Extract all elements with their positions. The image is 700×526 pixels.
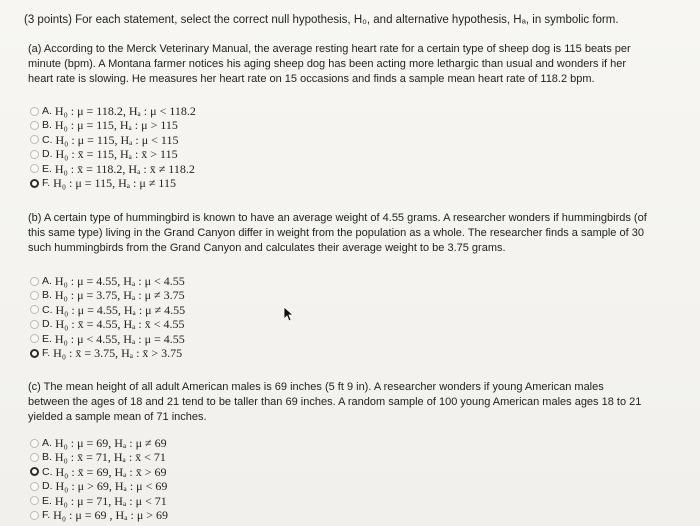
option-c-B[interactable] [30, 450, 168, 464]
radio-button[interactable] [30, 334, 39, 343]
option-math: H₀ : μ = 69 , Hₐ : μ > 69 [53, 507, 169, 522]
option-math: H₀ : μ = 115, Hₐ : μ > 115 [54, 118, 178, 133]
radio-button-selected[interactable] [30, 467, 39, 476]
option-letter: B. [42, 289, 52, 302]
option-a-D[interactable] [30, 147, 196, 161]
option-a-B[interactable] [30, 118, 196, 132]
option-b-C[interactable] [30, 303, 185, 317]
option-math: H₀ : μ = 115, Hₐ : μ < 115 [55, 132, 179, 147]
option-math: H₀ : μ = 71, Hₐ : μ < 71 [54, 493, 167, 508]
option-c-D[interactable] [30, 479, 168, 493]
option-b-E[interactable] [30, 332, 185, 346]
option-math: H₀ : μ < 4.55, Hₐ : μ = 4.55 [54, 331, 185, 346]
option-letter: D. [42, 148, 53, 161]
radio-button[interactable] [30, 320, 39, 329]
option-math: H₀ : μ = 3.75, Hₐ : μ ≠ 3.75 [54, 288, 185, 303]
part-c-text: (c) The mean height of all adult American males is 69 inches (5 ft 9 in). A researcher wonders if young American males between the ages of 18 and 21 tend to be taller than 69 inches. A random sample of 100 young American males ages 18 to 21 yielded a sample mean of 71 inches. [28, 381, 642, 423]
option-math: H₀ : x̄ = 69, Hₐ : x̄ > 69 [55, 464, 167, 479]
part-b-text: (b) A certain type of hummingbird is known to have an average weight of 4.55 grams. A researcher wonders if hummingbirds (of this same type) living in the Grand Canyon differ in weight from the population as a whole. The researcher finds a sample of 30 such hummingbirds from the Grand Canyon and calculates their average weight to be 3.75 grams. [28, 212, 647, 254]
option-letter: A. [42, 437, 52, 449]
option-c-E[interactable] [30, 494, 168, 508]
option-c-A[interactable] [30, 436, 168, 450]
part-b-options [30, 274, 185, 360]
radio-button[interactable] [30, 121, 39, 130]
mouse-cursor-icon [283, 306, 295, 322]
option-math: H₀ : μ > 69, Hₐ : μ < 69 [55, 479, 168, 494]
option-letter: E. [42, 332, 52, 345]
option-letter: B. [42, 119, 52, 132]
option-letter: F. [42, 176, 51, 189]
option-math: H₀ : x̄ = 3.75, Hₐ : x̄ > 3.75 [53, 345, 183, 360]
option-b-F[interactable] [30, 346, 185, 360]
option-letter: D. [42, 318, 53, 331]
question-intro: (3 points) For each statement, select the correct null hypothesis, H₀, and alternative hypothesis, Hₐ, in symbolic form. [24, 14, 619, 26]
option-letter: B. [42, 451, 52, 464]
option-letter: F. [42, 346, 51, 359]
part-a-text: (a) According to the Merck Veterinary Manual, the average resting heart rate for a certain type of sheep dog is 115 beats per minute (bpm). A Montana farmer notices his aging sheep dog has been acting more lethargic than usual and wonders if her heart rate is slowing. He measures her heart rate on 15 occasions and finds a sample mean heart rate of 118.2 bpm. [28, 43, 631, 85]
radio-button[interactable] [30, 107, 39, 116]
option-letter: C. [42, 133, 53, 146]
part-c-options [30, 436, 168, 522]
option-math: H₀ : x̄ = 71, Hₐ : x̄ < 71 [54, 450, 166, 465]
option-b-A[interactable] [30, 274, 185, 288]
radio-button[interactable] [30, 291, 39, 300]
radio-button[interactable] [30, 482, 39, 491]
radio-button[interactable] [30, 511, 39, 520]
option-a-E[interactable] [30, 162, 196, 176]
option-math: H₀ : μ = 118.2, Hₐ : μ < 118.2 [54, 104, 196, 118]
part-a-options [30, 104, 196, 190]
radio-button-selected[interactable] [30, 179, 39, 188]
option-letter: E. [42, 494, 52, 507]
radio-button[interactable] [30, 277, 39, 286]
option-math: H₀ : x̄ = 115, Hₐ : x̄ > 115 [55, 147, 178, 162]
radio-button[interactable] [30, 453, 39, 462]
option-math: H₀ : μ = 69, Hₐ : μ ≠ 69 [54, 436, 167, 450]
radio-button[interactable] [30, 164, 39, 173]
radio-button-selected[interactable] [30, 349, 39, 358]
option-letter: D. [42, 480, 53, 493]
option-letter: C. [42, 465, 53, 478]
option-math: H₀ : μ = 115, Hₐ : μ ≠ 115 [53, 175, 176, 190]
option-letter: E. [42, 162, 52, 175]
option-math: H₀ : x̄ = 4.55, Hₐ : x̄ < 4.55 [55, 317, 185, 332]
option-a-F[interactable] [30, 176, 196, 190]
option-math: H₀ : μ = 4.55, Hₐ : μ < 4.55 [54, 274, 185, 288]
option-math: H₀ : μ = 4.55, Hₐ : μ ≠ 4.55 [55, 302, 186, 317]
radio-button[interactable] [30, 135, 39, 144]
option-a-A[interactable] [30, 104, 196, 118]
option-c-C[interactable] [30, 465, 168, 479]
option-letter: F. [42, 508, 51, 521]
option-letter: C. [42, 303, 53, 316]
option-math: H₀ : x̄ = 118.2, Hₐ : x̄ ≠ 118.2 [54, 161, 195, 176]
option-a-C[interactable] [30, 133, 196, 147]
option-letter: A. [42, 105, 52, 117]
radio-button[interactable] [30, 305, 39, 314]
option-b-D[interactable] [30, 317, 185, 331]
radio-button[interactable] [30, 496, 39, 505]
option-b-B[interactable] [30, 288, 185, 302]
option-letter: A. [42, 275, 52, 287]
radio-button[interactable] [30, 150, 39, 159]
option-c-F[interactable] [30, 508, 168, 522]
radio-button[interactable] [30, 439, 39, 448]
